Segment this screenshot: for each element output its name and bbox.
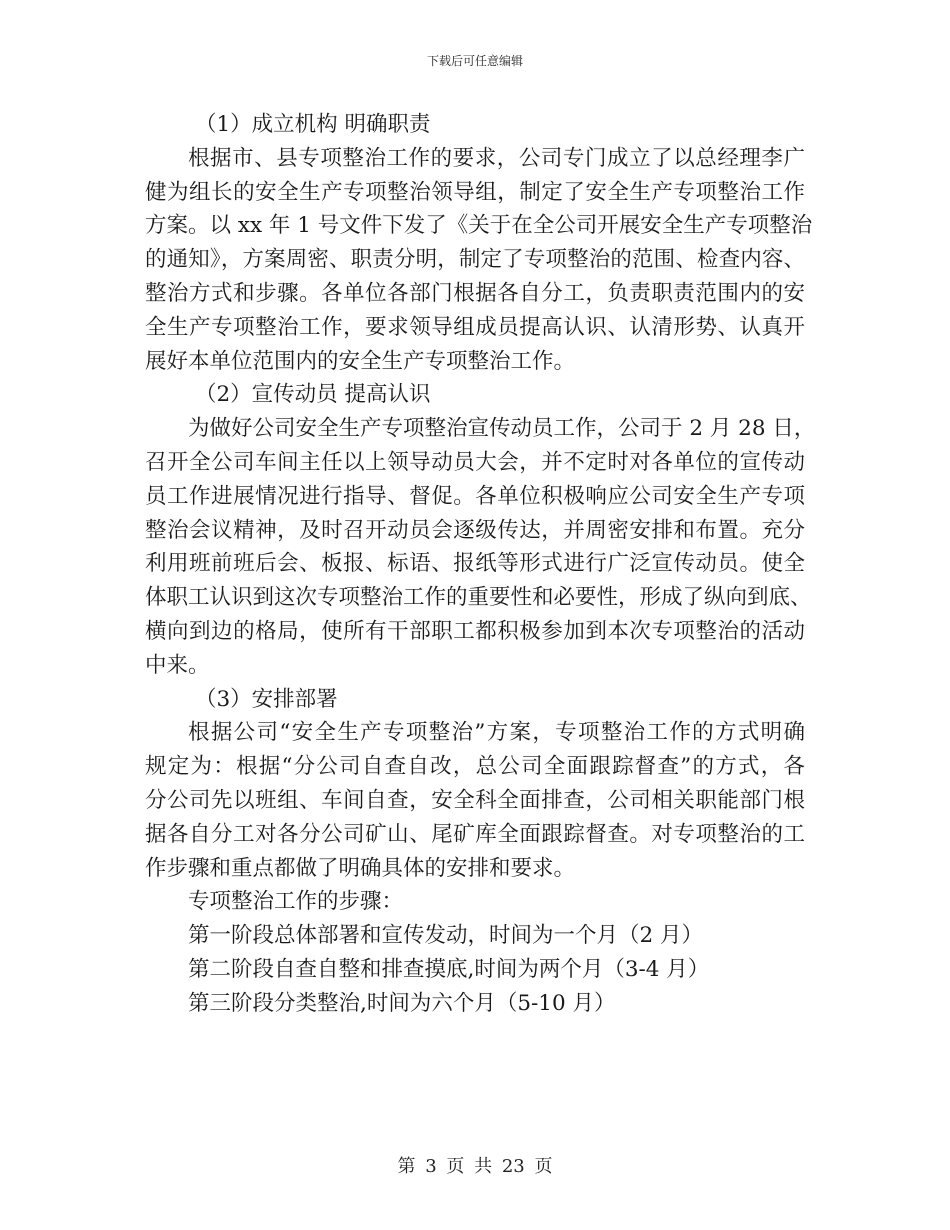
section-heading: （2）宣传动员 提高认识 (195, 382, 431, 408)
page-footer: 第 3 页 共 23 页 (397, 1156, 553, 1177)
paragraph-line: 展好本单位范围内的安全生产专项整治工作。 (145, 348, 576, 374)
paragraph-line: 为做好公司安全生产专项整治宣传动员工作，公司于 2 月 28 日， (188, 416, 816, 442)
paragraph-line: 员工作进展情况进行指导、督促。各单位积极响应公司安全生产专项 (145, 483, 805, 509)
paragraph-line: 整治方式和步骤。各单位各部门根据各自分工，负责职责范围内的安 (145, 280, 805, 306)
paragraph-line: 体职工认识到这次专项整治工作的重要性和必要性，形成了纵向到底、 (145, 585, 812, 611)
paragraph-line: 分公司先以班组、车间自查，安全科全面排查，公司相关职能部门根 (145, 787, 805, 813)
paragraph-line: 根据公司“安全生产专项整治”方案，专项整治工作的方式明确 (188, 720, 805, 746)
paragraph-line: 中来。 (145, 652, 210, 678)
paragraph-line: 方案。以 xx 年 1 号文件下发了《关于在全公司开展安全生产专项整治 (145, 213, 813, 239)
section-heading: （3）安排部署 (195, 686, 338, 712)
paragraph-line: 第三阶段分类整治,时间为六个月（5-10 月） (188, 990, 616, 1016)
paragraph-line: 利用班前班后会、板报、标语、报纸等形式进行广泛宣传动员。使全 (145, 551, 805, 577)
paragraph-line: 全生产专项整治工作，要求领导组成员提高认识、认清形势、认真开 (145, 314, 805, 340)
paragraph-line: 横向到边的格局，使所有干部职工都积极参加到本次专项整治的活动 (145, 618, 805, 644)
section-heading: （1）成立机构 明确职责 (195, 112, 431, 137)
page-header: 下载后可任意编辑 (426, 54, 523, 68)
paragraph-line: 整治会议精神，及时召开动员会逐级传达，并周密安排和布置。充分 (145, 517, 805, 543)
paragraph-line: 第一阶段总体部署和宣传发动，时间为一个月（2 月） (188, 923, 704, 949)
paragraph-line: 据各自分工对各分公司矿山、尾矿库全面跟踪督查。对专项整治的工 (145, 821, 805, 847)
paragraph-line: 规定为：根据“分公司自查自改，总公司全面跟踪督查”的方式，各 (145, 754, 805, 780)
paragraph-line: 专项整治工作的步骤： (188, 889, 404, 915)
document-body (145, 108, 816, 1021)
paragraph-line: 根据市、县专项整治工作的要求，公司专门成立了以总经理李广 (188, 145, 805, 171)
paragraph-line: 作步骤和重点都做了明确具体的安排和要求。 (145, 855, 576, 881)
paragraph-line: 的通知》，方案周密、职责分明，制定了专项整治的范围、检查内容、 (145, 247, 805, 273)
paragraph-line: 健为组长的安全生产专项整治领导组，制定了安全生产专项整治工作 (145, 179, 805, 205)
paragraph-line: 召开全公司车间主任以上领导动员大会，并不定时对各单位的宣传动 (145, 449, 805, 475)
paragraph-line: 第二阶段自查自整和排查摸底,时间为两个月（3-4 月） (188, 956, 710, 982)
